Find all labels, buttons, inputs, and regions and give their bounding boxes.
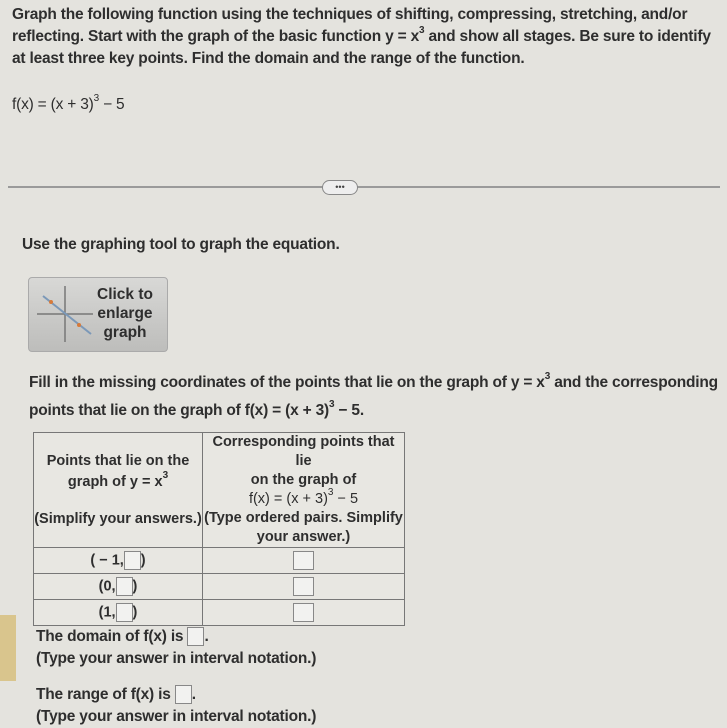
- text: .: [191, 686, 196, 703]
- text: Points that lie on the: [46, 452, 190, 469]
- side-strip: [0, 615, 16, 681]
- pair-cell: [203, 600, 405, 626]
- text: (Type ordered pairs. Simplify: [204, 510, 403, 526]
- text: ): [140, 552, 146, 569]
- text: Fill in the missing coordinates of the points that lie on the graph of y = x: [29, 374, 545, 391]
- text: − 5.: [334, 402, 364, 419]
- range-question: [36, 684, 316, 728]
- table-row: [34, 548, 405, 574]
- text: .: [204, 628, 209, 645]
- text: graph of y = x: [67, 473, 163, 490]
- pair-input[interactable]: [293, 577, 314, 596]
- points-table: [33, 432, 405, 626]
- text: graph: [103, 324, 147, 341]
- domain-line: [36, 626, 316, 648]
- y-input[interactable]: [116, 577, 133, 596]
- y-input[interactable]: [124, 551, 141, 570]
- text: and show all stages. Be sure to identify: [424, 28, 711, 45]
- text: and the corresponding: [550, 374, 718, 391]
- text: your answer.): [256, 529, 351, 545]
- more-button[interactable]: •••: [322, 180, 358, 195]
- exponent: 3: [419, 25, 425, 36]
- range-hint: (Type your answer in interval notation.): [36, 708, 317, 725]
- text: f(x) = (x + 3): [12, 96, 94, 113]
- point-cell: [34, 574, 203, 600]
- table-row: [34, 574, 405, 600]
- col2-header: [203, 433, 405, 548]
- table-header: [34, 433, 405, 548]
- text: reflecting. Start with the graph of the basic function y = x: [12, 28, 419, 45]
- domain-hint: (Type your answer in interval notation.): [36, 650, 317, 667]
- pair-input[interactable]: [293, 551, 314, 570]
- text: − 5: [98, 96, 125, 113]
- question-line: Graph the following function using the techniques of shifting, compressing, stretching, and/or: [12, 6, 688, 23]
- instruction: Use the graphing tool to graph the equation.: [22, 236, 340, 253]
- text: (1,: [98, 604, 116, 621]
- graph-thumbnail-icon: [35, 284, 95, 344]
- range-line: [36, 684, 316, 706]
- text: ( − 1,: [90, 552, 124, 569]
- enlarge-graph-button[interactable]: [28, 277, 168, 352]
- enlarge-graph-label: [97, 285, 153, 342]
- col1-header: [34, 433, 203, 548]
- text: on the graph of: [250, 472, 357, 488]
- domain-input[interactable]: [187, 627, 204, 646]
- text: ): [132, 604, 138, 621]
- point-cell: [34, 548, 203, 574]
- text: The domain of f(x) is: [36, 628, 184, 645]
- pair-input[interactable]: [293, 603, 314, 622]
- text: − 5: [333, 491, 359, 507]
- text: Click to: [97, 286, 153, 303]
- text: ): [132, 578, 138, 595]
- text: f(x) = (x + 3): [248, 491, 328, 507]
- divider: [8, 186, 720, 188]
- text: (0,: [98, 578, 116, 595]
- fill-line: [29, 397, 724, 425]
- exponent: 3: [327, 487, 334, 498]
- pair-cell: [203, 548, 405, 574]
- text: points that lie on the graph of f(x) = (x + 3): [29, 402, 329, 419]
- text: Corresponding points that lie: [212, 434, 395, 469]
- text: enlarge: [97, 305, 153, 322]
- domain-question: [36, 626, 316, 670]
- pair-cell: [203, 574, 405, 600]
- exponent: 3: [93, 93, 99, 104]
- fill-instructions: [29, 369, 724, 425]
- point-cell: [34, 600, 203, 626]
- text: (Simplify your answers.): [34, 510, 202, 527]
- text: The range of f(x) is: [36, 686, 171, 703]
- question-text: [12, 4, 722, 70]
- fill-line: [29, 369, 724, 397]
- exponent: 3: [162, 469, 169, 481]
- y-input[interactable]: [116, 603, 133, 622]
- table-row: [34, 600, 405, 626]
- text: [34, 469, 202, 493]
- question-line: at least three key points. Find the domain and the range of the function.: [12, 50, 525, 67]
- exponent: 3: [544, 371, 551, 382]
- exponent: 3: [328, 399, 335, 410]
- range-input[interactable]: [175, 685, 192, 704]
- question-line: [12, 26, 722, 48]
- function-formula: [12, 94, 124, 116]
